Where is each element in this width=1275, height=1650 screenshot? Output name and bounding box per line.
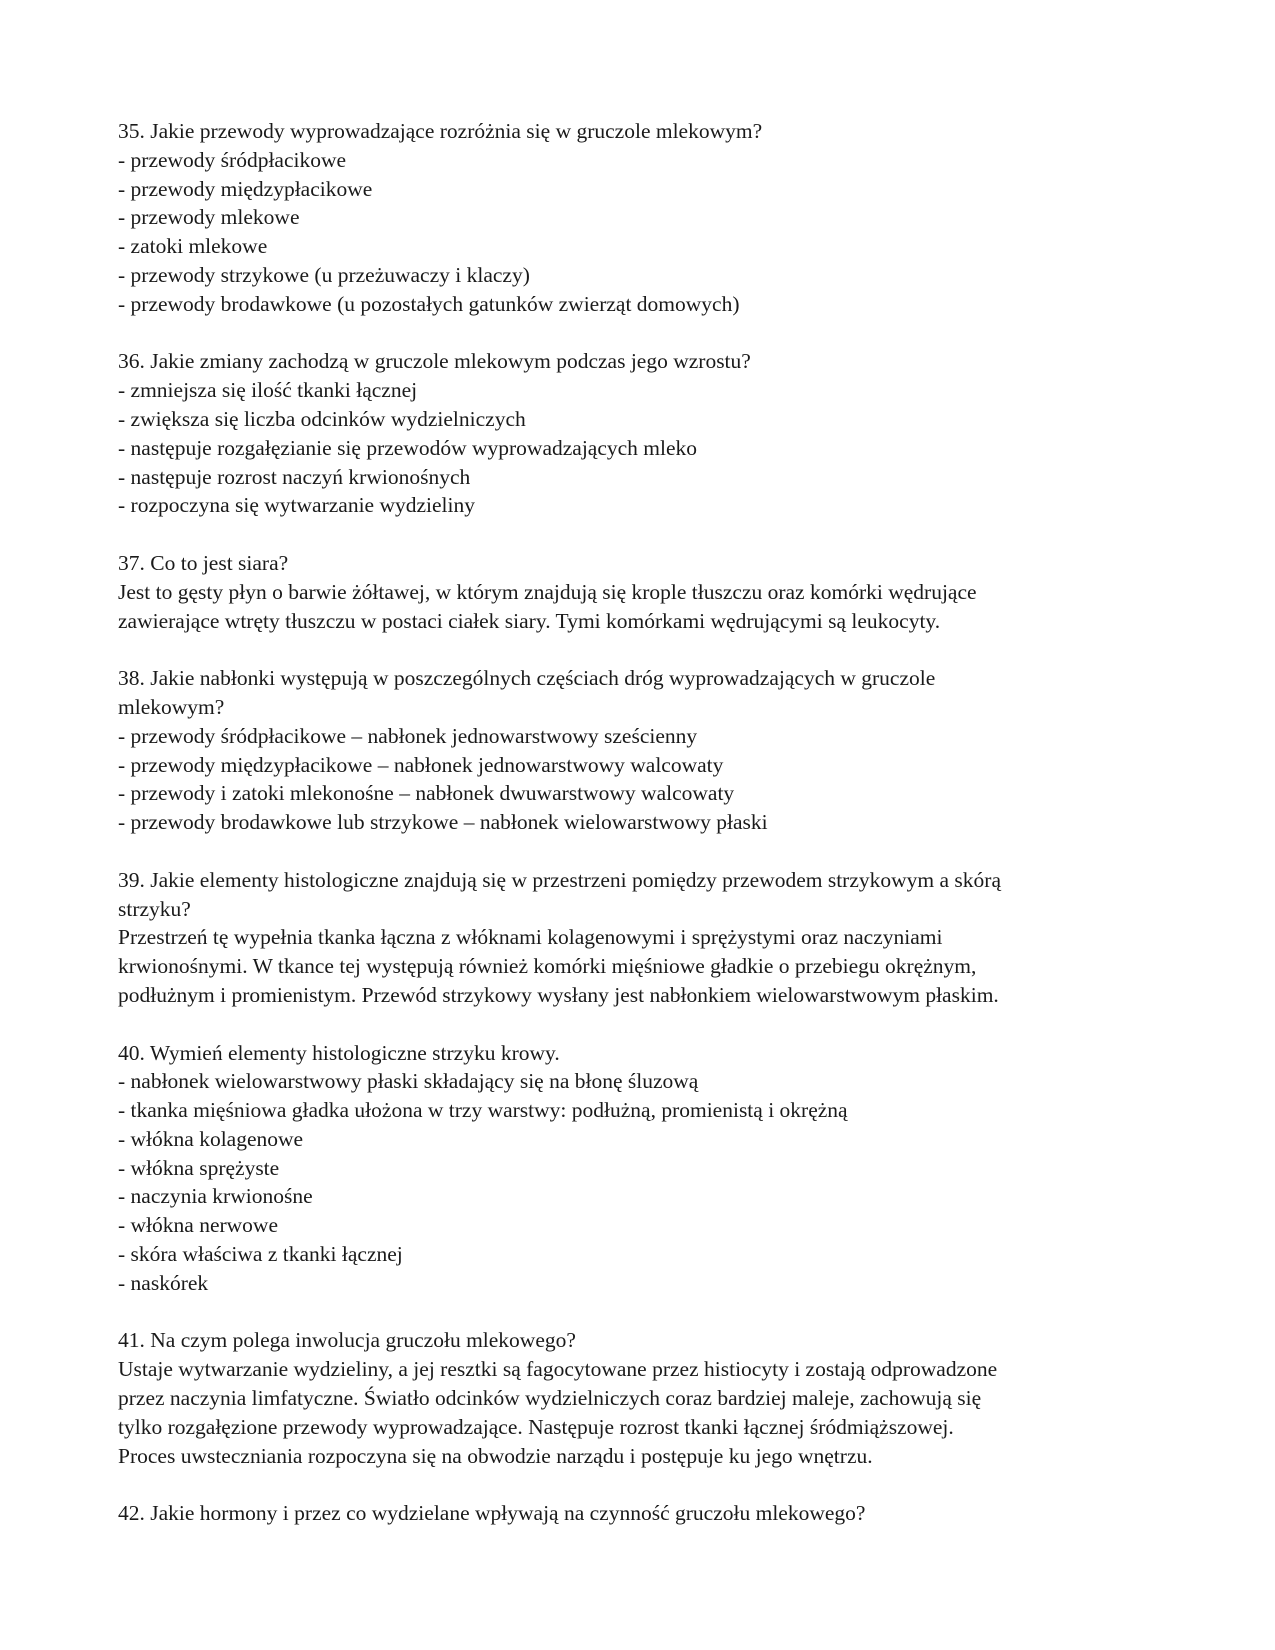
list-item: - przewody śródpłacikowe – nabłonek jednowarstwowy sześcienny	[118, 723, 698, 748]
question-35	[118, 117, 1158, 319]
list-item: - przewody brodawkowe (u pozostałych gatunków zwierząt domowych)	[118, 291, 740, 316]
list-item: - naczynia krwionośne	[118, 1184, 313, 1209]
list-item: - włókna kolagenowe	[118, 1126, 304, 1151]
question-heading: 41. Na czym polega inwolucja gruczołu mlekowego?	[118, 1328, 576, 1353]
list-item: - rozpoczyna się wytwarzanie wydzieliny	[118, 493, 475, 518]
answer-line: Proces uwsteczniania rozpoczyna się na obwodzie narządu i postępuje ku jego wnętrzu.	[118, 1443, 873, 1468]
list-item: - zwiększa się liczba odcinków wydzielniczych	[118, 406, 526, 431]
list-item: - przewody międzypłacikowe	[118, 176, 373, 201]
list-item: - włókna sprężyste	[118, 1155, 280, 1180]
answer-line: przez naczynia limfatyczne. Światło odcinków wydzielniczych coraz bardziej maleje, zachowują się	[118, 1386, 982, 1411]
list-item: - przewody międzypłacikowe – nabłonek jednowarstwowy walcowaty	[118, 752, 724, 777]
question-heading: 38. Jakie nabłonki występują w poszczególnych częściach dróg wyprowadzających w gruczole	[118, 666, 936, 691]
list-item: - tkanka mięśniowa gładka ułożona w trzy warstwy: podłużną, promienistą i okrężną	[118, 1098, 848, 1123]
question-40	[118, 1039, 1158, 1298]
list-item: - skóra właściwa z tkanki łącznej	[118, 1242, 403, 1267]
answer-line: tylko rozgałęzione przewody wyprowadzające. Następuje rozrost tkanki łącznej śródmiąższowej.	[118, 1414, 954, 1439]
list-item: - przewody strzykowe (u przeżuwaczy i klaczy)	[118, 262, 530, 287]
answer-line: Przestrzeń tę wypełnia tkanka łączna z włóknami kolagenowymi i sprężystymi oraz naczyniami	[118, 925, 943, 950]
answer-line: krwionośnymi. W tkance tej występują również komórki mięśniowe gładkie o przebiegu okrężnym,	[118, 954, 977, 979]
list-item: - następuje rozrost naczyń krwionośnych	[118, 464, 471, 489]
list-item: - naskórek	[118, 1270, 209, 1295]
list-item: - zmniejsza się ilość tkanki łącznej	[118, 378, 418, 403]
document-page	[118, 117, 1158, 1557]
list-item: - nabłonek wielowarstwowy płaski składający się na błonę śluzową	[118, 1069, 699, 1094]
question-36	[118, 347, 1158, 520]
list-item: - następuje rozgałęzianie się przewodów wyprowadzających mleko	[118, 435, 698, 460]
list-item: - przewody brodawkowe lub strzykowe – nabłonek wielowarstwowy płaski	[118, 810, 768, 835]
answer-line: podłużnym i promienistym. Przewód strzykowy wysłany jest nabłonkiem wielowarstwowym płaskim.	[118, 982, 999, 1007]
answer-line: zawierające wtręty tłuszczu w postaci ciałek siary. Tymi komórkami wędrującymi są leukocyty.	[118, 608, 941, 633]
answer-line: Ustaje wytwarzanie wydzieliny, a jej resztki są fagocytowane przez histiocyty i zostają odprowadzone	[118, 1357, 998, 1382]
question-37	[118, 549, 1158, 635]
question-heading: 42. Jakie hormony i przez co wydzielane wpływają na czynność gruczołu mlekowego?	[118, 1501, 866, 1526]
question-heading: 36. Jakie zmiany zachodzą w gruczole mlekowym podczas jego wzrostu?	[118, 349, 751, 374]
list-item: - włókna nerwowe	[118, 1213, 279, 1238]
question-heading-continued: strzyku?	[118, 896, 191, 921]
question-heading-continued: mlekowym?	[118, 694, 225, 719]
list-item: - przewody mlekowe	[118, 205, 300, 230]
question-42	[118, 1499, 1158, 1528]
question-39	[118, 866, 1158, 1010]
question-heading: 35. Jakie przewody wyprowadzające rozróżnia się w gruczole mlekowym?	[118, 119, 763, 143]
list-item: - przewody i zatoki mlekonośne – nabłonek dwuwarstwowy walcowaty	[118, 781, 735, 806]
question-38	[118, 664, 1158, 837]
answer-line: Jest to gęsty płyn o barwie żółtawej, w którym znajdują się krople tłuszczu oraz komórki wędrujące	[118, 579, 977, 604]
list-item: - przewody śródpłacikowe	[118, 147, 347, 172]
question-41	[118, 1326, 1158, 1470]
question-heading: 37. Co to jest siara?	[118, 550, 289, 575]
question-heading: 40. Wymień elementy histologiczne strzyku krowy.	[118, 1040, 560, 1065]
list-item: - zatoki mlekowe	[118, 234, 268, 259]
question-heading: 39. Jakie elementy histologiczne znajdują się w przestrzeni pomiędzy przewodem strzykowym a skórą	[118, 867, 1002, 892]
